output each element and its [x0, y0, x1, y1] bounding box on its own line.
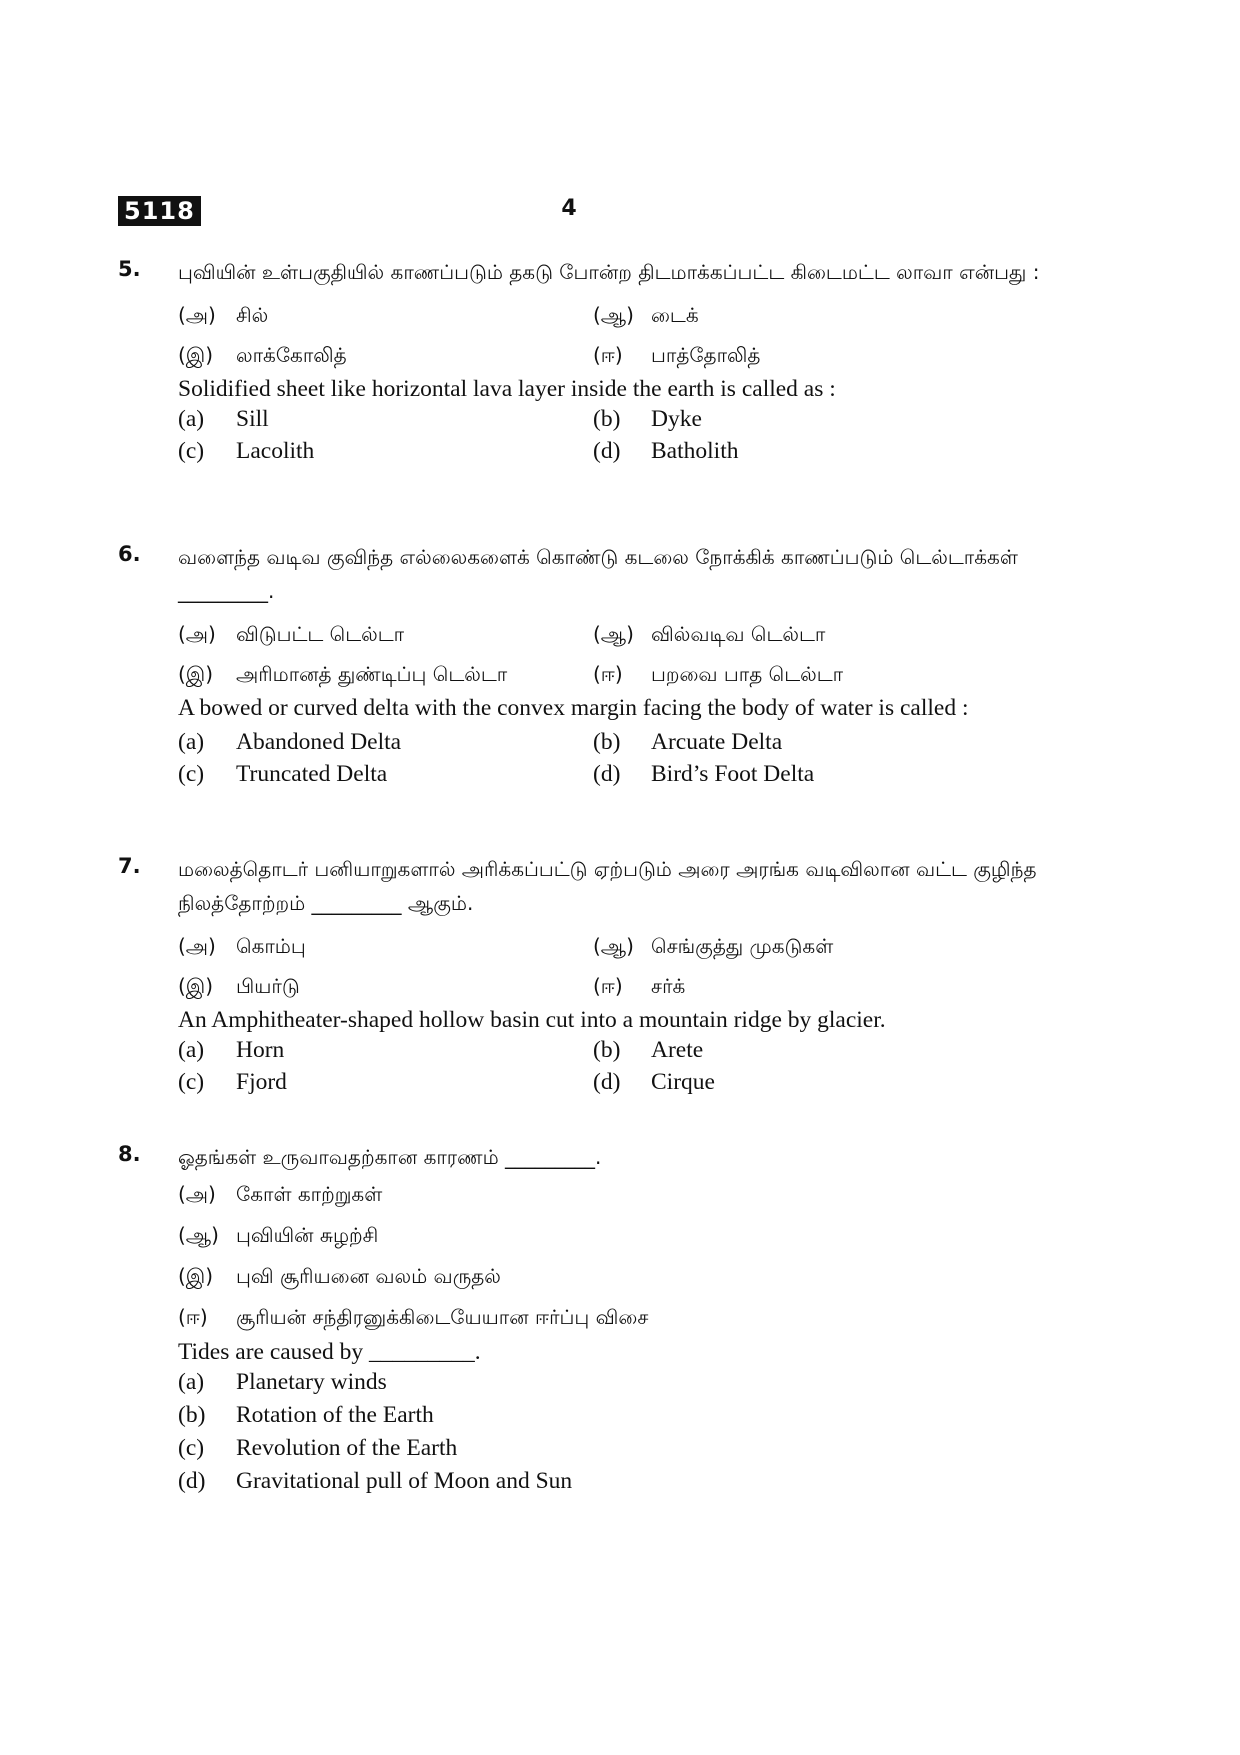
option-item: (ஈ) சர்க்	[593, 974, 686, 998]
option-item: (அ) சில்	[178, 303, 269, 327]
option-item: (இ) புவி சூரியனை வலம் வருதல்	[178, 1264, 501, 1288]
paper-code-badge: 5118	[118, 196, 201, 226]
option-item: (a) Sill	[178, 406, 269, 432]
question-5	[118, 255, 1068, 467]
english-options	[178, 1034, 1068, 1098]
tamil-question-text: வளைந்த வடிவ குவிந்த எல்லைகளைக் கொண்டு கடலை நோக்கிக் காணப்படும் டெல்டாக்கள் _________.	[178, 545, 1018, 603]
option-item: (d) Batholith	[593, 438, 739, 464]
option-item: (d) Cirque	[593, 1069, 715, 1095]
option-item: (ஆ) வில்வடிவ டெல்டா	[593, 622, 826, 646]
option-item: (அ) விடுபட்ட டெல்டா	[178, 622, 405, 646]
option-item: (c) Revolution of the Earth	[178, 1435, 458, 1461]
tamil-options	[178, 926, 1068, 1006]
option-item: (b) Arete	[593, 1037, 704, 1063]
tamil-question-text: புவியின் உள்பகுதியில் காணப்படும் தகடு போன்ற திடமாக்கப்பட்ட கிடைமட்ட லாவா என்பது :	[178, 260, 1040, 284]
english-question-text: An Amphitheater-shaped hollow basin cut into a mountain ridge by glacier.	[178, 1007, 886, 1033]
question-number: 5.	[118, 257, 141, 281]
option-item: (d) Gravitational pull of Moon and Sun	[178, 1468, 573, 1494]
option-item: (a) Horn	[178, 1037, 285, 1063]
option-item: (b) Arcuate Delta	[593, 729, 783, 755]
english-question-text: Tides are caused by _________.	[178, 1339, 481, 1365]
english-options	[178, 726, 1068, 790]
option-item: (அ) கொம்பு	[178, 934, 306, 958]
option-item: (இ) பியர்டு	[178, 974, 300, 998]
option-item: (b) Dyke	[593, 406, 702, 432]
tamil-question-text: மலைத்தொடர் பனியாறுகளால் அரிக்கப்பட்டு ஏற்படும் அரை அரங்க வடிவிலான வட்ட குழிந்த நிலத்தோற்றம் _________ ஆகும்.	[178, 857, 1037, 915]
option-item: (இ) லாக்கோலித்	[178, 343, 347, 367]
option-item: (ஈ) பாத்தோலித்	[593, 343, 761, 367]
option-item: (a) Planetary winds	[178, 1369, 387, 1395]
option-item: (ஆ) புவியின் சுழற்சி	[178, 1223, 379, 1247]
question-8	[118, 1140, 1068, 1498]
option-item: (a) Abandoned Delta	[178, 729, 402, 755]
english-question-text: Solidified sheet like horizontal lava layer inside the earth is called as :	[178, 376, 836, 402]
question-7	[118, 852, 1068, 1098]
option-item: (இ) அரிமானத் துண்டிப்பு டெல்டா	[178, 662, 508, 686]
option-item: (c) Truncated Delta	[178, 761, 388, 787]
option-item: (c) Lacolith	[178, 438, 315, 464]
tamil-options	[178, 1174, 1068, 1338]
option-item: (d) Bird’s Foot Delta	[593, 761, 815, 787]
tamil-options	[178, 614, 1068, 694]
option-item: (ஆ) செங்குத்து முகடுகள்	[593, 934, 834, 958]
question-number: 6.	[118, 542, 141, 566]
option-item: (ஈ) சூரியன் சந்திரனுக்கிடையேயான ஈர்ப்பு விசை	[178, 1305, 649, 1329]
option-item: (ஆ) டைக்	[593, 303, 699, 327]
tamil-question-text: ஓதங்கள் உருவாவதற்கான காரணம் _________.	[178, 1145, 602, 1169]
question-6	[118, 540, 1068, 790]
tamil-options	[178, 295, 1068, 375]
option-item: (ஈ) பறவை பாத டெல்டா	[593, 662, 844, 686]
page-header	[118, 196, 1020, 228]
option-item: (c) Fjord	[178, 1069, 287, 1095]
option-item: (b) Rotation of the Earth	[178, 1402, 434, 1428]
english-options	[178, 403, 1068, 467]
question-number: 7.	[118, 854, 141, 878]
question-number: 8.	[118, 1142, 141, 1166]
english-question-text: A bowed or curved delta with the convex margin facing the body of water is called :	[178, 695, 969, 721]
english-options	[178, 1366, 1068, 1498]
option-item: (அ) கோள் காற்றுகள்	[178, 1182, 383, 1206]
page-number: 4	[561, 196, 577, 221]
